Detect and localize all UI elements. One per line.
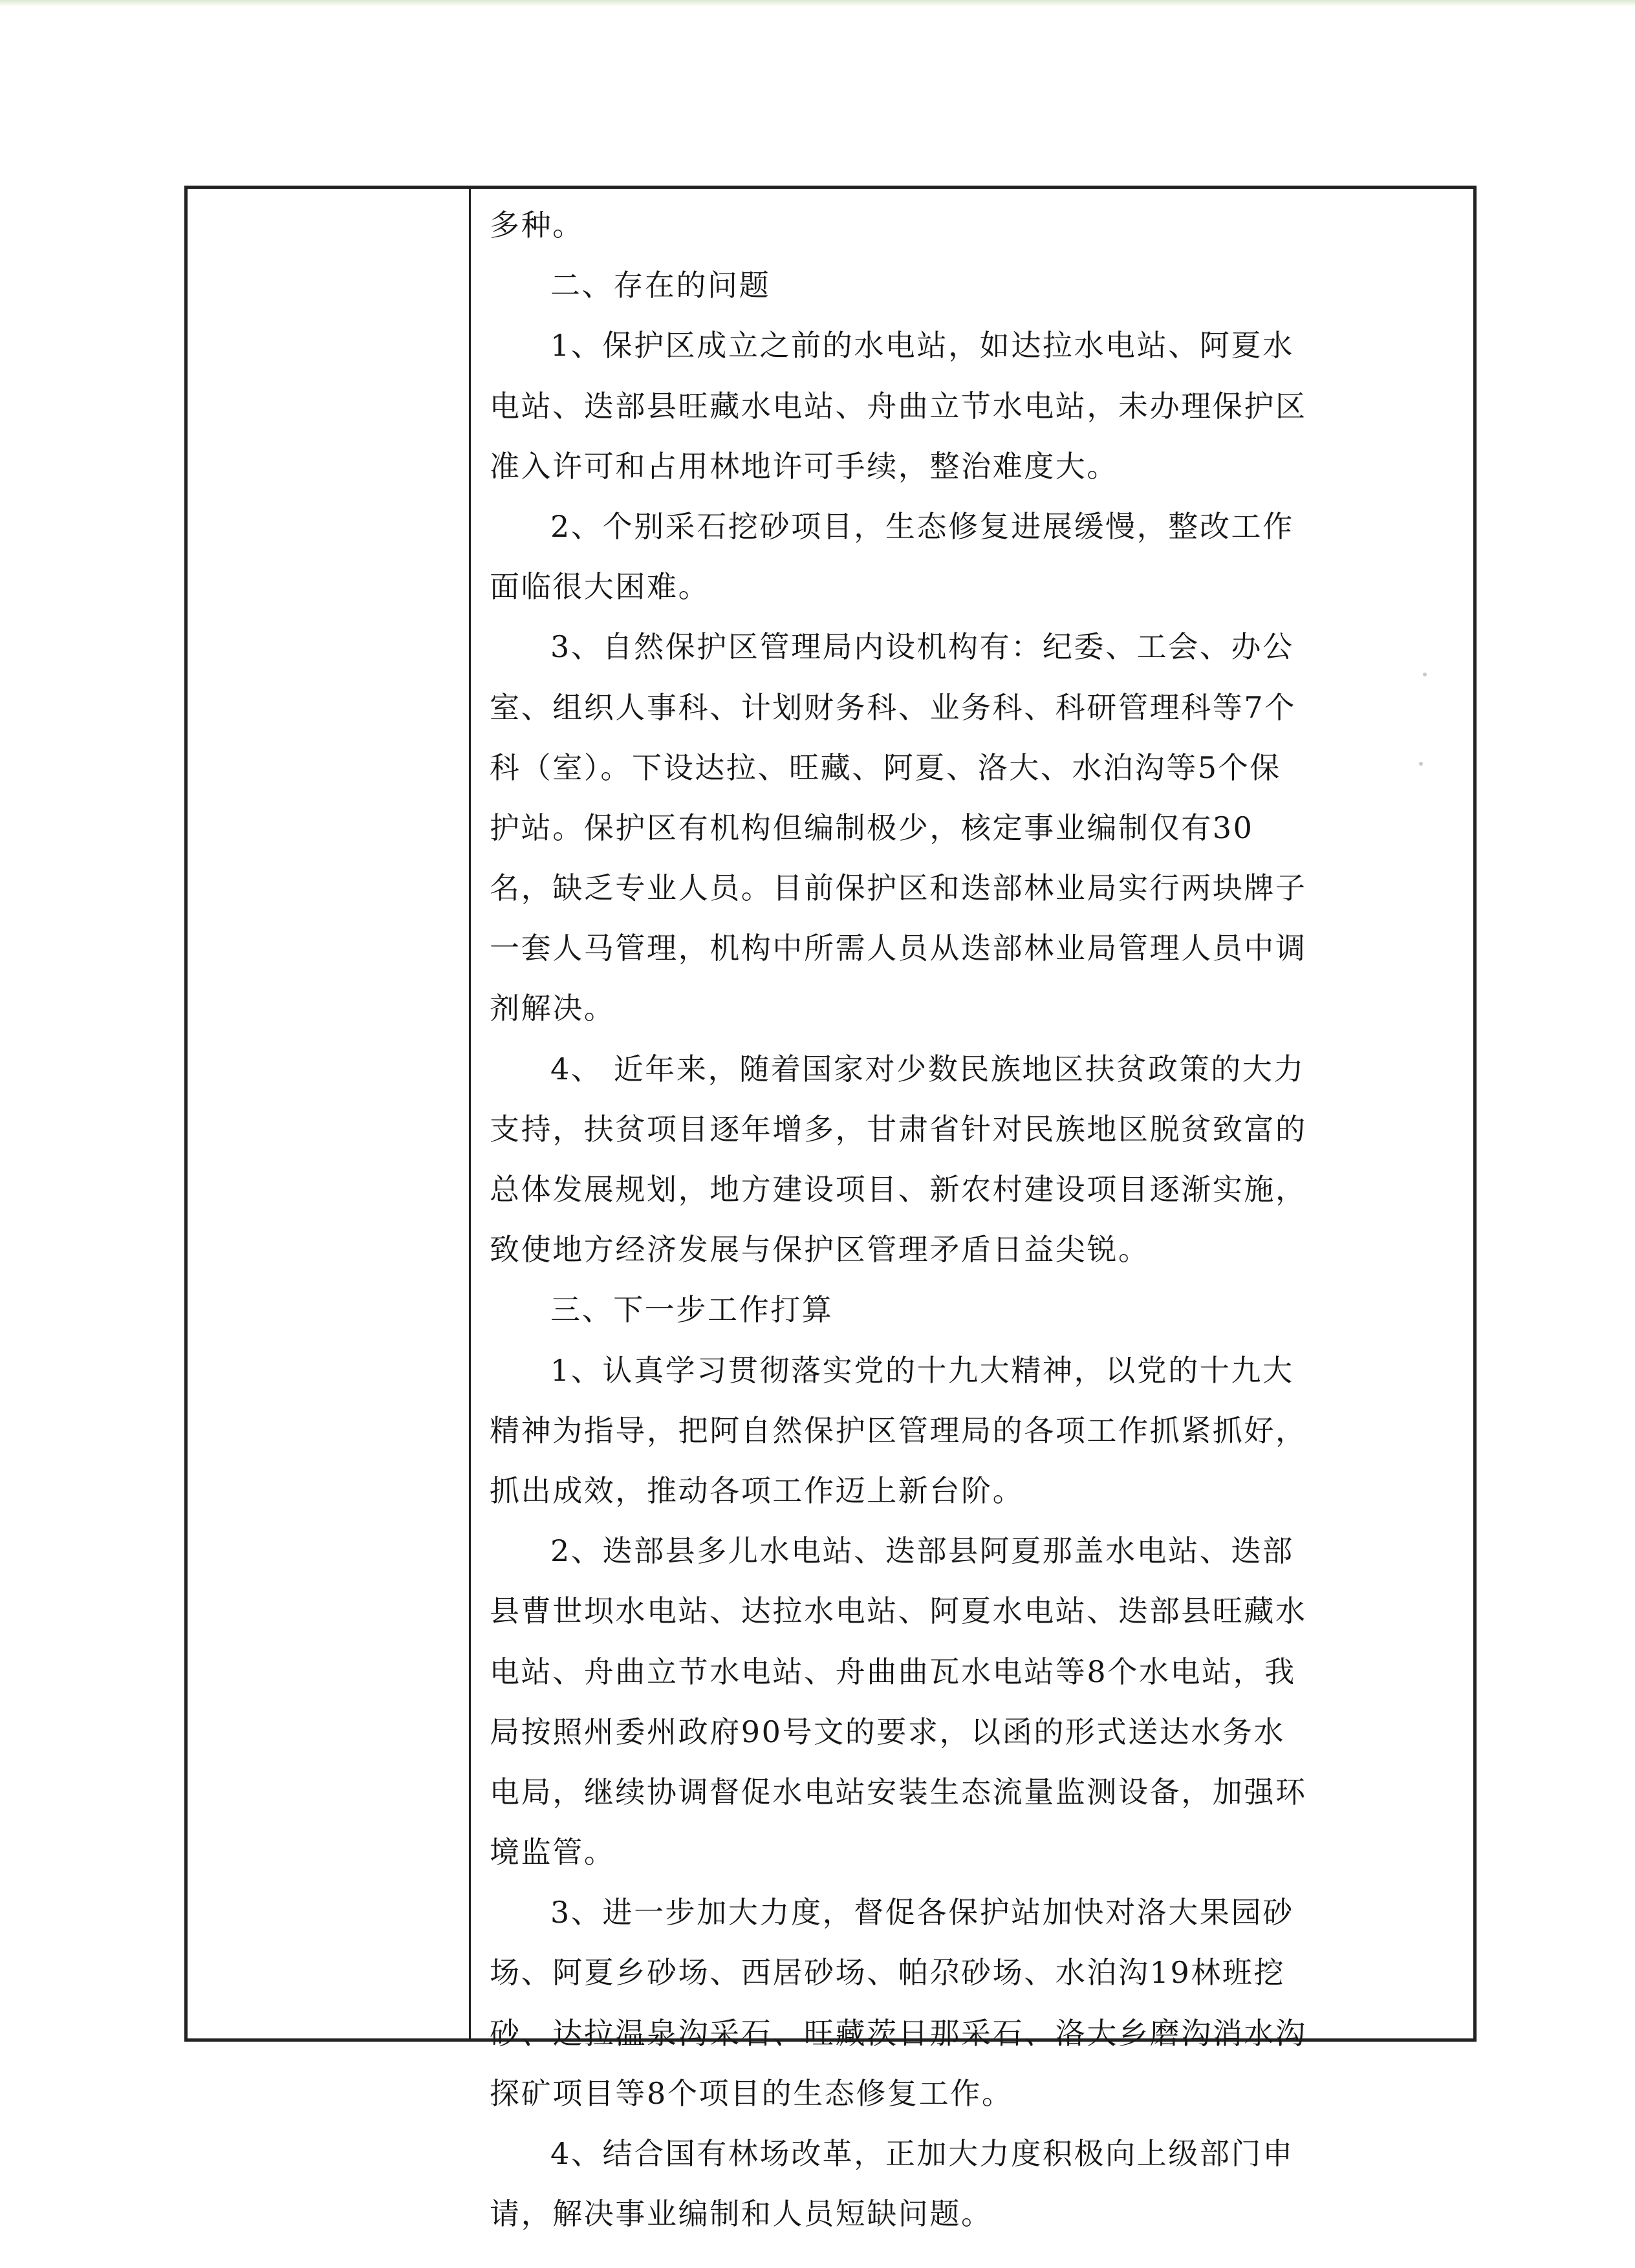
text-line: 室、组织人事科、计划财务科、业务科、科研管理科等7个 xyxy=(490,689,1296,725)
text-line: 境监管。 xyxy=(490,1835,616,1870)
text-line: 4、 近年来，随着国家对少数民族地区扶贫政策的大力 xyxy=(550,1051,1305,1086)
text-line: 剂解决。 xyxy=(490,991,616,1026)
scan-speck xyxy=(1419,762,1423,766)
text-line: 2、个别采石挖砂项目，生态修复进展缓慢，整改工作 xyxy=(550,508,1294,544)
text-line: 场、阿夏乡砂场、西居砂场、帕尕砂场、水泊沟19林班挖 xyxy=(490,1955,1286,1991)
text-line: 3、进一步加大力度，督促各保护站加快对洛大果园砂 xyxy=(550,1895,1294,1930)
text-line: 2、迭部县多儿水电站、迭部县阿夏那盖水电站、迭部 xyxy=(550,1533,1294,1569)
text-line: 请，解决事业编制和人员短缺问题。 xyxy=(490,2196,993,2232)
scan-edge xyxy=(0,0,1635,6)
text-line: 科（室）。下设达拉、旺藏、阿夏、洛大、水泊沟等5个保 xyxy=(490,750,1281,785)
text-line: 4、结合国有林场改革，正加大力度积极向上级部门申 xyxy=(550,2136,1294,2171)
text-line: 3、自然保护区管理局内设机构有：纪委、工会、办公 xyxy=(550,629,1294,665)
text-line: 1、认真学习贯彻落实党的十九大精神，以党的十九大 xyxy=(550,1352,1294,1388)
text-line: 三、下一步工作打算 xyxy=(550,1292,834,1328)
text-line: 支持，扶贫项目逐年增多，甘肃省针对民族地区脱贫致富的 xyxy=(490,1111,1307,1147)
text-line: 致使地方经济发展与保护区管理矛盾日益尖锐。 xyxy=(490,1232,1150,1268)
text-line: 一套人马管理，机构中所需人员从迭部林业局管理人员中调 xyxy=(490,931,1307,966)
text-line: 砂、达拉温泉沟采石、旺藏茨日那采石、洛大乡磨沟消水沟 xyxy=(490,2015,1307,2051)
text-line: 1、保护区成立之前的水电站，如达拉水电站、阿夏水 xyxy=(550,328,1294,363)
text-line: 面临很大困难。 xyxy=(490,569,710,605)
text-line: 二、存在的问题 xyxy=(550,268,771,303)
text-line: 县曹世坝水电站、达拉水电站、阿夏水电站、迭部县旺藏水 xyxy=(490,1593,1307,1629)
text-line: 护站。保护区有机构但编制极少，核定事业编制仅有30 xyxy=(490,810,1254,845)
text-line: 总体发展规划，地方建设项目、新农村建设项目逐渐实施， xyxy=(490,1172,1307,1207)
table-label-column xyxy=(188,189,471,2038)
text-line: 精神为指导，把阿自然保护区管理局的各项工作抓紧抓好， xyxy=(490,1412,1307,1448)
report-table xyxy=(184,186,1477,2232)
table-content-cell xyxy=(473,189,1473,2232)
text-line: 电站、舟曲立节水电站、舟曲曲瓦水电站等8个水电站，我 xyxy=(490,1654,1296,1689)
text-line: 探矿项目等8个项目的生态修复工作。 xyxy=(490,2075,1013,2111)
scan-speck xyxy=(1423,673,1427,676)
text-line: 电站、迭部县旺藏水电站、舟曲立节水电站，未办理保护区 xyxy=(490,388,1307,424)
text-line: 局按照州委州政府90号文的要求，以函的形式送达水务水 xyxy=(490,1714,1286,1749)
text-line: 名，缺乏专业人员。目前保护区和迭部林业局实行两块牌子 xyxy=(490,870,1307,906)
text-line: 多种。 xyxy=(490,208,584,243)
text-line: 准入许可和占用林地许可手续，整治难度大。 xyxy=(490,448,1118,484)
text-line: 电局，继续协调督促水电站安装生态流量监测设备，加强环 xyxy=(490,1774,1307,1809)
text-line: 抓出成效，推动各项工作迈上新台阶。 xyxy=(490,1473,1024,1508)
